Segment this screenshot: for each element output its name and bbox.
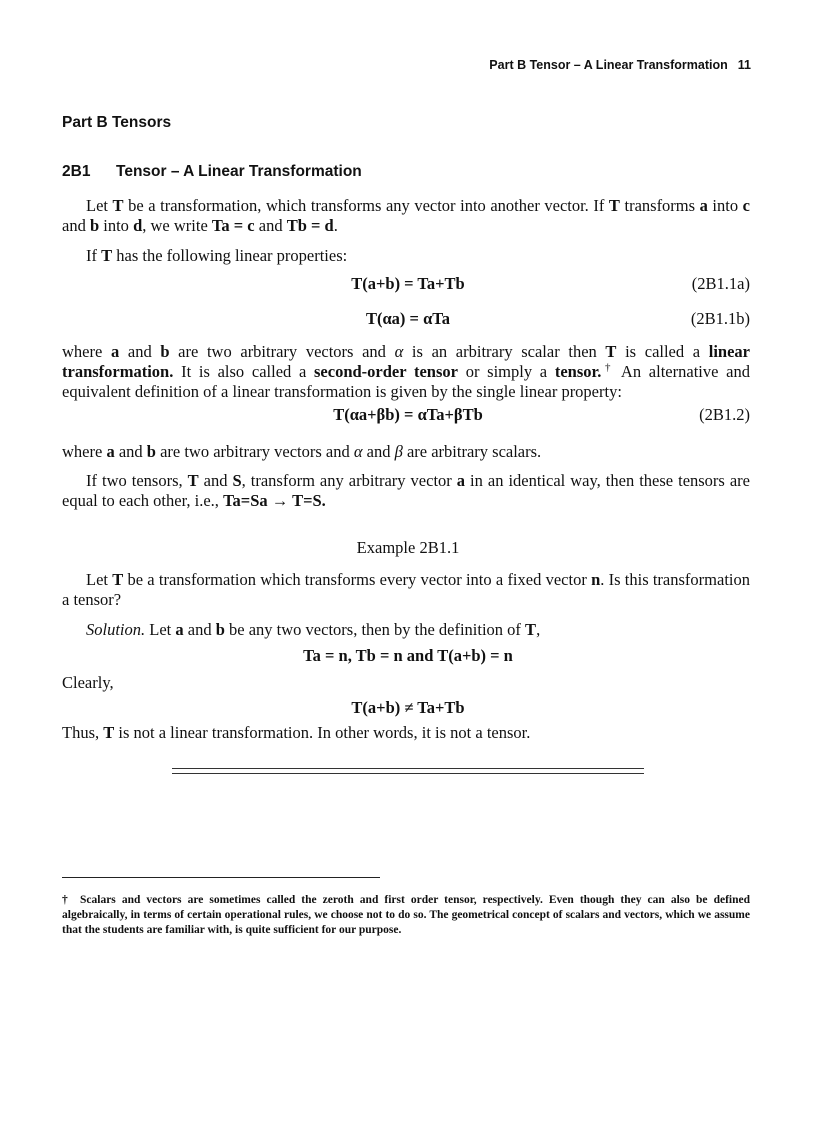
footnote <box>62 893 750 938</box>
example-question: Let T be a transformation which transforms every vector into a fixed vector n. Is this transformation a tensor? <box>62 570 750 609</box>
solution-label: Solution. <box>86 620 146 639</box>
term-tensor: tensor. <box>554 362 602 381</box>
example-title: Example 2B1.1 <box>356 538 460 557</box>
running-header <box>0 58 751 72</box>
paragraph-tensor-definition: where a and b are two arbitrary vectors and α is an arbitrary scalar then T is called a linear transformation. It is also called a second-order tensor or simply a tensor.† An alternative and equivalent definition of a linear transformation is given by the single linear property: <box>62 342 751 401</box>
section-end-rule <box>172 768 644 774</box>
page-number: 11 <box>737 58 751 72</box>
section-title: Tensor – A Linear Transformation <box>116 163 362 180</box>
footnote-mark: † <box>62 894 68 906</box>
example-equation-1: Ta = n, Tb = n and T(a+b) = n <box>303 646 513 665</box>
part-heading: Part B Tensors <box>62 114 172 131</box>
example-conclusion: Thus, T is not a linear transformation. In other words, it is not a tensor. <box>62 723 531 742</box>
equation-2b1-1a: T(a+b) = Ta+Tb <box>351 274 465 293</box>
clearly-text: Clearly, <box>62 673 114 692</box>
equation-2b1-1b: T(αa) = αTa <box>365 309 451 328</box>
equation-2b1-2: T(αa+βb) = αTa+βTb <box>333 405 483 424</box>
equation-label-2b1-1b: (2B1.1b) <box>690 309 750 328</box>
paragraph-scalars: where a and b are two arbitrary vectors and α and β are arbitrary scalars. <box>62 442 542 461</box>
equation-label-2b1-1a: (2B1.1a) <box>691 274 750 293</box>
footnote-text: Scalars and vectors are sometimes called the zeroth and first order tensor, respectively. Even though they can also be defined algebraically, in terms of certain operational rules, we choose not to do so. The geometrical concept of scalars and vectors, which we assume that the students are familiar with, is quite sufficient for our purpose. <box>62 894 750 936</box>
term-second-order-tensor: second-order tensor <box>314 362 458 381</box>
term-linear-transformation: linear transformation. <box>62 342 751 381</box>
paragraph-tensor-equality: If two tensors, T and S, transform any arbitrary vector a in an identical way, then these tensors are equal to each other, i.e., Ta=Sa → T=S. <box>62 471 750 510</box>
paragraph-definition: Let T be a transformation, which transforms any vector into another vector. If T transforms a into c and b into d, we write Ta = c and Tb = d. <box>62 196 750 235</box>
section-heading <box>62 163 362 181</box>
equation-label-2b1-2: (2B1.2) <box>699 405 750 424</box>
example-solution: Solution. Let a and b be any two vectors, then by the definition of T, <box>86 620 541 639</box>
section-number: 2B1 <box>62 163 91 180</box>
example-equation-2: T(a+b) ≠ Ta+Tb <box>351 698 465 717</box>
paragraph-linear-properties: If T has the following linear properties: <box>86 246 348 265</box>
footnote-rule <box>62 877 380 878</box>
running-title: Part B Tensor – A Linear Transformation <box>489 58 728 72</box>
footnote-ref-dagger: † <box>601 361 615 374</box>
